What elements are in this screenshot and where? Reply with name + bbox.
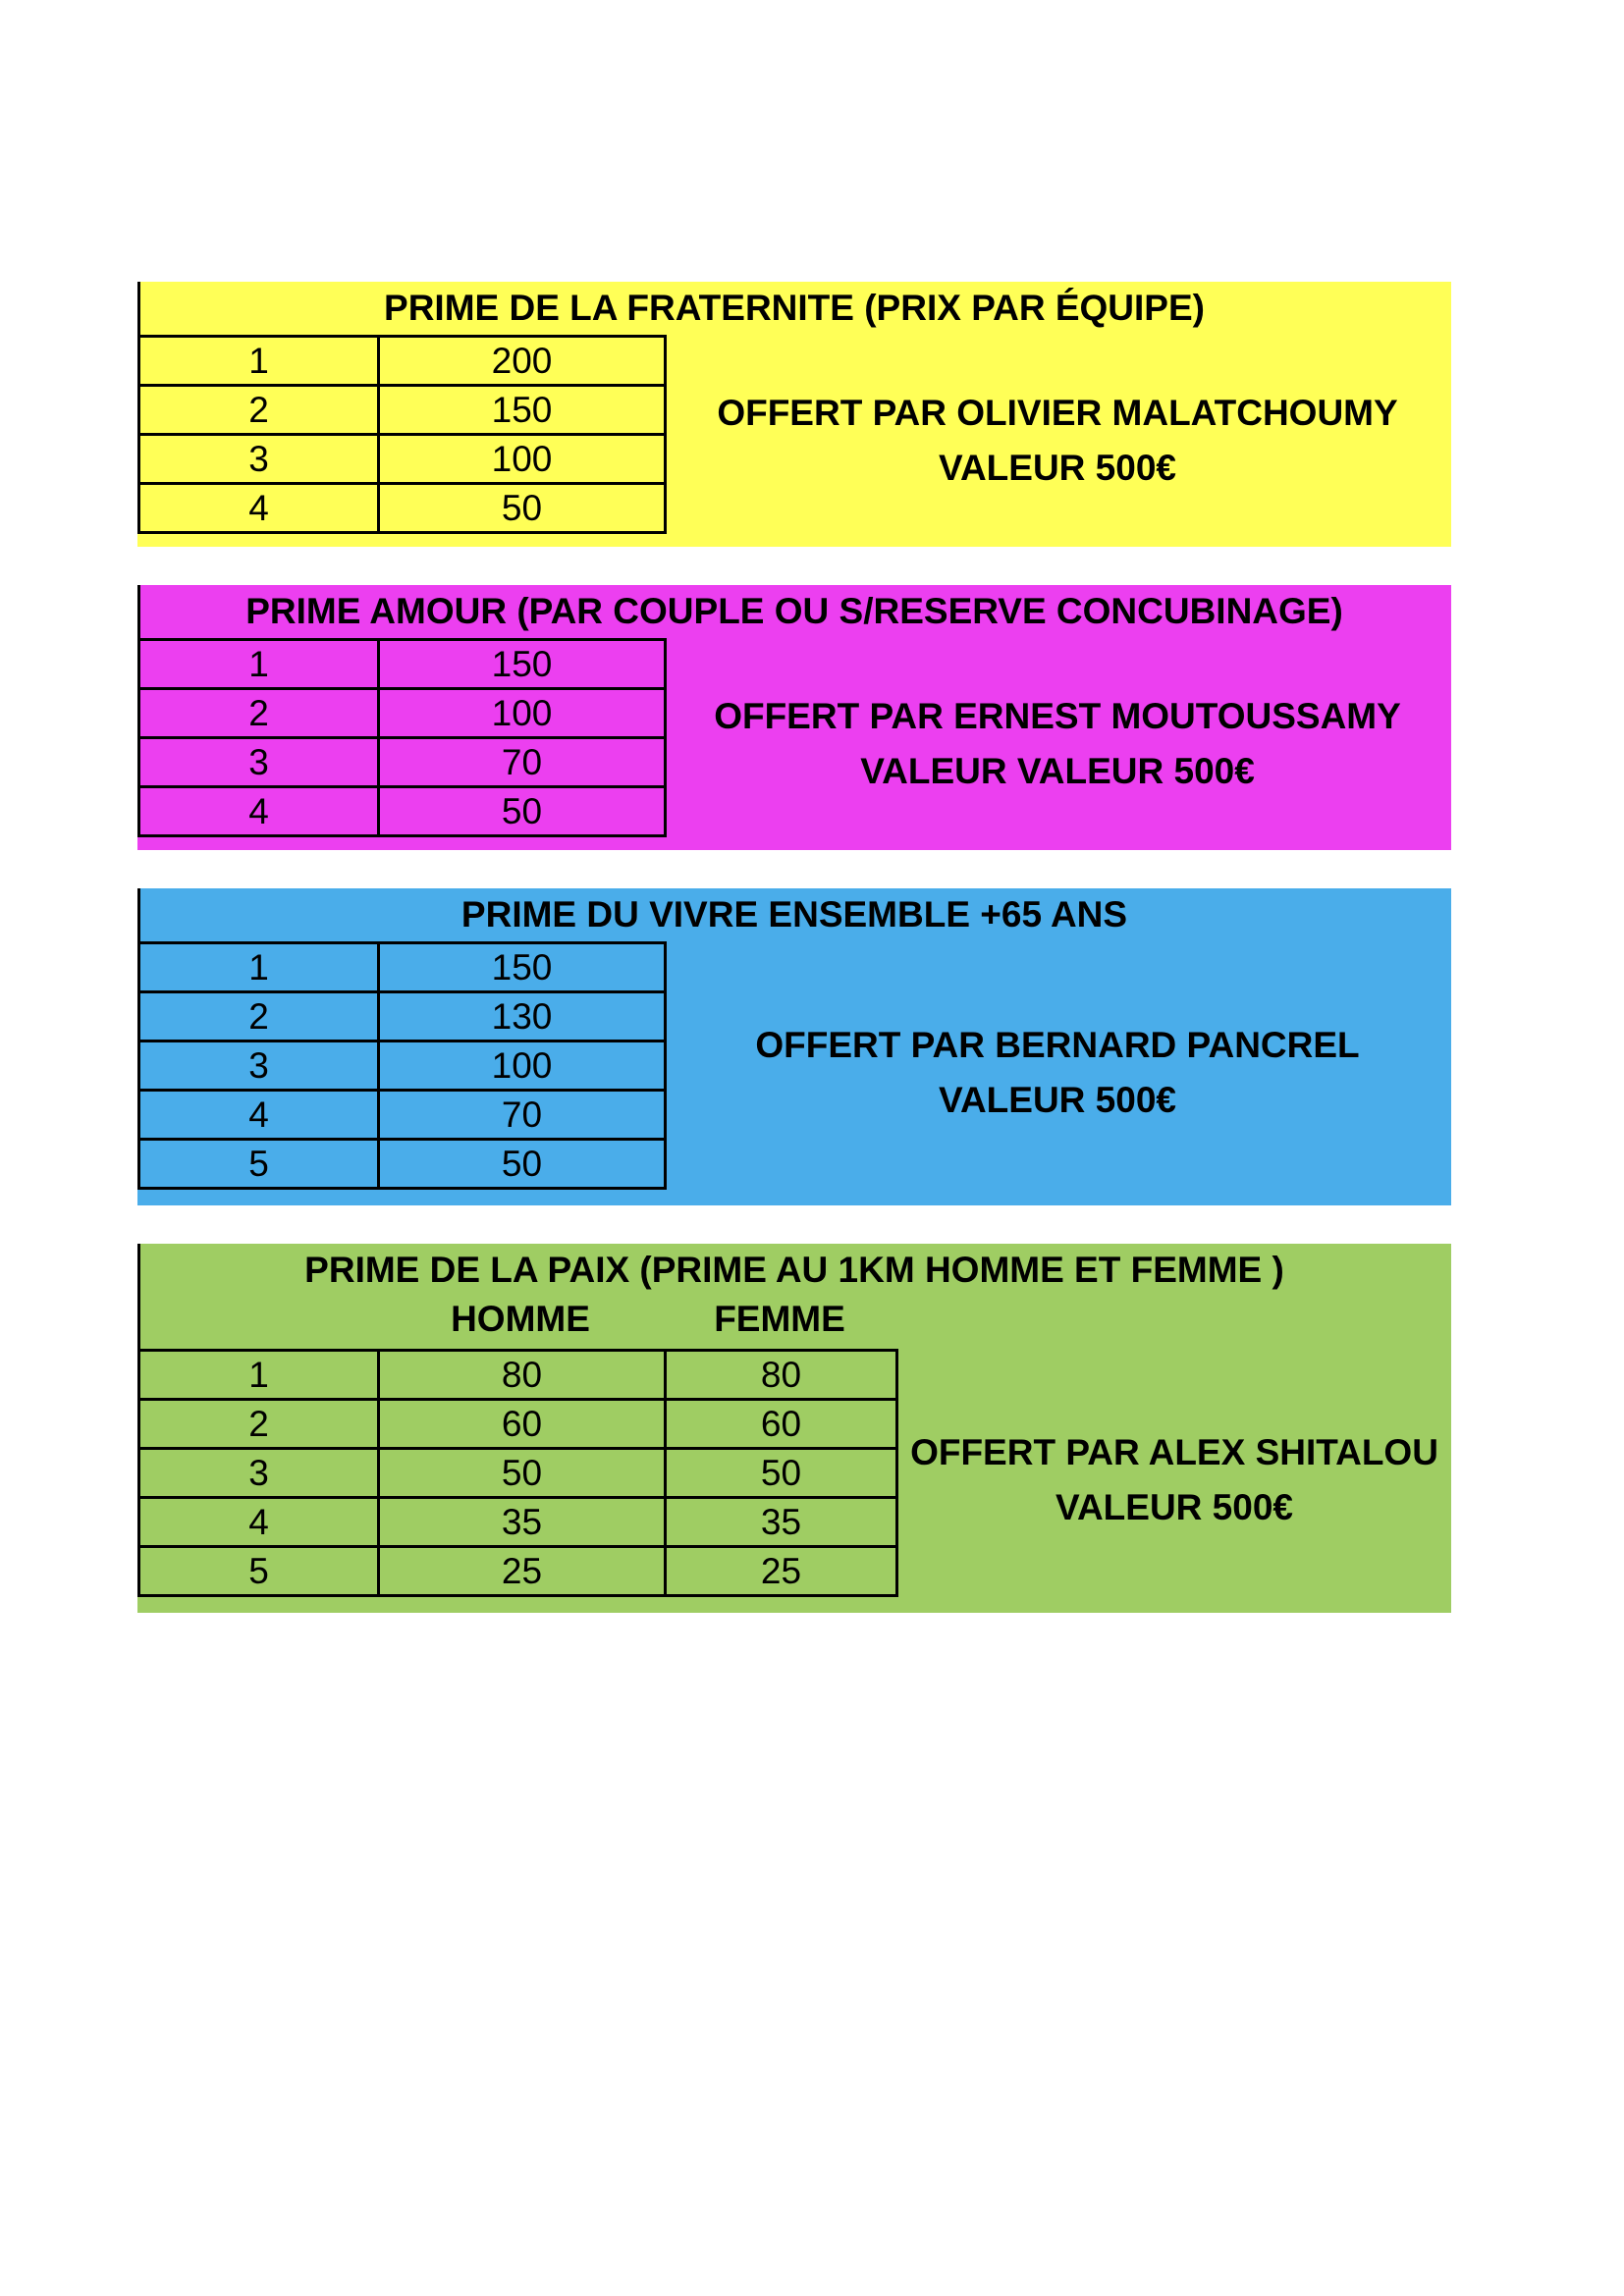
sponsor-name: OFFERT PAR BERNARD PANCREL (755, 1025, 1360, 1065)
prize-cell: 200 (379, 337, 666, 386)
table-row (139, 386, 666, 435)
rank-cell: 3 (139, 1449, 379, 1498)
rank-cell: 2 (139, 386, 379, 435)
sponsor-note (899, 1425, 1449, 1535)
prize-cell: 50 (379, 1140, 666, 1189)
sponsor-value: VALEUR 500€ (1056, 1487, 1293, 1527)
rank-cell: 1 (139, 640, 379, 689)
prize-cell: 150 (379, 640, 666, 689)
table-row (139, 435, 666, 484)
sponsor-note (664, 386, 1451, 496)
rank-cell: 4 (139, 787, 379, 836)
rank-cell: 1 (139, 1351, 379, 1400)
sponsor-name: OFFERT PAR OLIVIER MALATCHOUMY (717, 393, 1398, 433)
femme-prize-cell: 25 (666, 1547, 897, 1596)
rank-cell: 4 (139, 1091, 379, 1140)
table-row (139, 1400, 897, 1449)
sponsor-name: OFFERT PAR ERNEST MOUTOUSSAMY (714, 696, 1401, 736)
table-row (139, 1091, 666, 1140)
homme-prize-cell: 50 (379, 1449, 666, 1498)
table-row (139, 787, 666, 836)
homme-prize-cell: 60 (379, 1400, 666, 1449)
prize-cell: 70 (379, 1091, 666, 1140)
sponsor-note (664, 689, 1451, 799)
table-row (139, 484, 666, 533)
rank-cell: 2 (139, 689, 379, 738)
prize-cell: 150 (379, 386, 666, 435)
femme-prize-cell: 50 (666, 1449, 897, 1498)
homme-prize-cell: 35 (379, 1498, 666, 1547)
section-title: PRIME AMOUR (PAR COUPLE OU S/RESERVE CONCUBINAGE) (245, 591, 1343, 631)
table-row (139, 738, 666, 787)
table-row (139, 992, 666, 1041)
rank-cell: 1 (139, 943, 379, 992)
rank-cell: 3 (139, 435, 379, 484)
sponsor-name: OFFERT PAR ALEX SHITALOU (910, 1432, 1438, 1472)
column-header-homme: HOMME (451, 1299, 590, 1339)
table-row (139, 1351, 897, 1400)
column-header-femme: FEMME (714, 1299, 845, 1339)
table-row (139, 689, 666, 738)
sponsor-value: VALEUR 500€ (939, 1080, 1176, 1120)
table-row (139, 337, 666, 386)
prime-paix-section (137, 1244, 1451, 1613)
prize-table (137, 1349, 898, 1597)
table-row (139, 943, 666, 992)
rank-cell: 1 (139, 337, 379, 386)
prize-table (137, 638, 667, 837)
table-row (139, 640, 666, 689)
rank-cell: 2 (139, 992, 379, 1041)
sponsor-note (664, 1018, 1451, 1128)
section-title: PRIME DE LA PAIX (PRIME AU 1KM HOMME ET FEMME ) (304, 1250, 1284, 1290)
table-row (139, 1547, 897, 1596)
prize-cell: 50 (379, 787, 666, 836)
homme-prize-cell: 25 (379, 1547, 666, 1596)
table-row (139, 1449, 897, 1498)
femme-prize-cell: 60 (666, 1400, 897, 1449)
femme-prize-cell: 80 (666, 1351, 897, 1400)
prime-vivre-ensemble-section (137, 888, 1451, 1205)
prize-table (137, 335, 667, 534)
rank-cell: 5 (139, 1547, 379, 1596)
prime-fraternite-section (137, 282, 1451, 547)
prize-cell: 130 (379, 992, 666, 1041)
sponsor-value: VALEUR 500€ (939, 448, 1176, 488)
rank-cell: 4 (139, 1498, 379, 1547)
prize-cell: 100 (379, 435, 666, 484)
table-row (139, 1041, 666, 1091)
section-title: PRIME DU VIVRE ENSEMBLE +65 ANS (460, 894, 1128, 934)
prize-cell: 70 (379, 738, 666, 787)
table-row (139, 1140, 666, 1189)
rank-cell: 3 (139, 1041, 379, 1091)
table-row (139, 1498, 897, 1547)
sponsor-value: VALEUR VALEUR 500€ (860, 751, 1255, 791)
prize-cell: 50 (379, 484, 666, 533)
rank-cell: 4 (139, 484, 379, 533)
rank-cell: 2 (139, 1400, 379, 1449)
rank-cell: 3 (139, 738, 379, 787)
rank-cell: 5 (139, 1140, 379, 1189)
femme-prize-cell: 35 (666, 1498, 897, 1547)
prize-cell: 150 (379, 943, 666, 992)
prize-cell: 100 (379, 1041, 666, 1091)
prize-table (137, 941, 667, 1190)
homme-prize-cell: 80 (379, 1351, 666, 1400)
prime-amour-section (137, 585, 1451, 850)
prize-cell: 100 (379, 689, 666, 738)
section-title: PRIME DE LA FRATERNITE (PRIX PAR ÉQUIPE) (384, 288, 1205, 328)
